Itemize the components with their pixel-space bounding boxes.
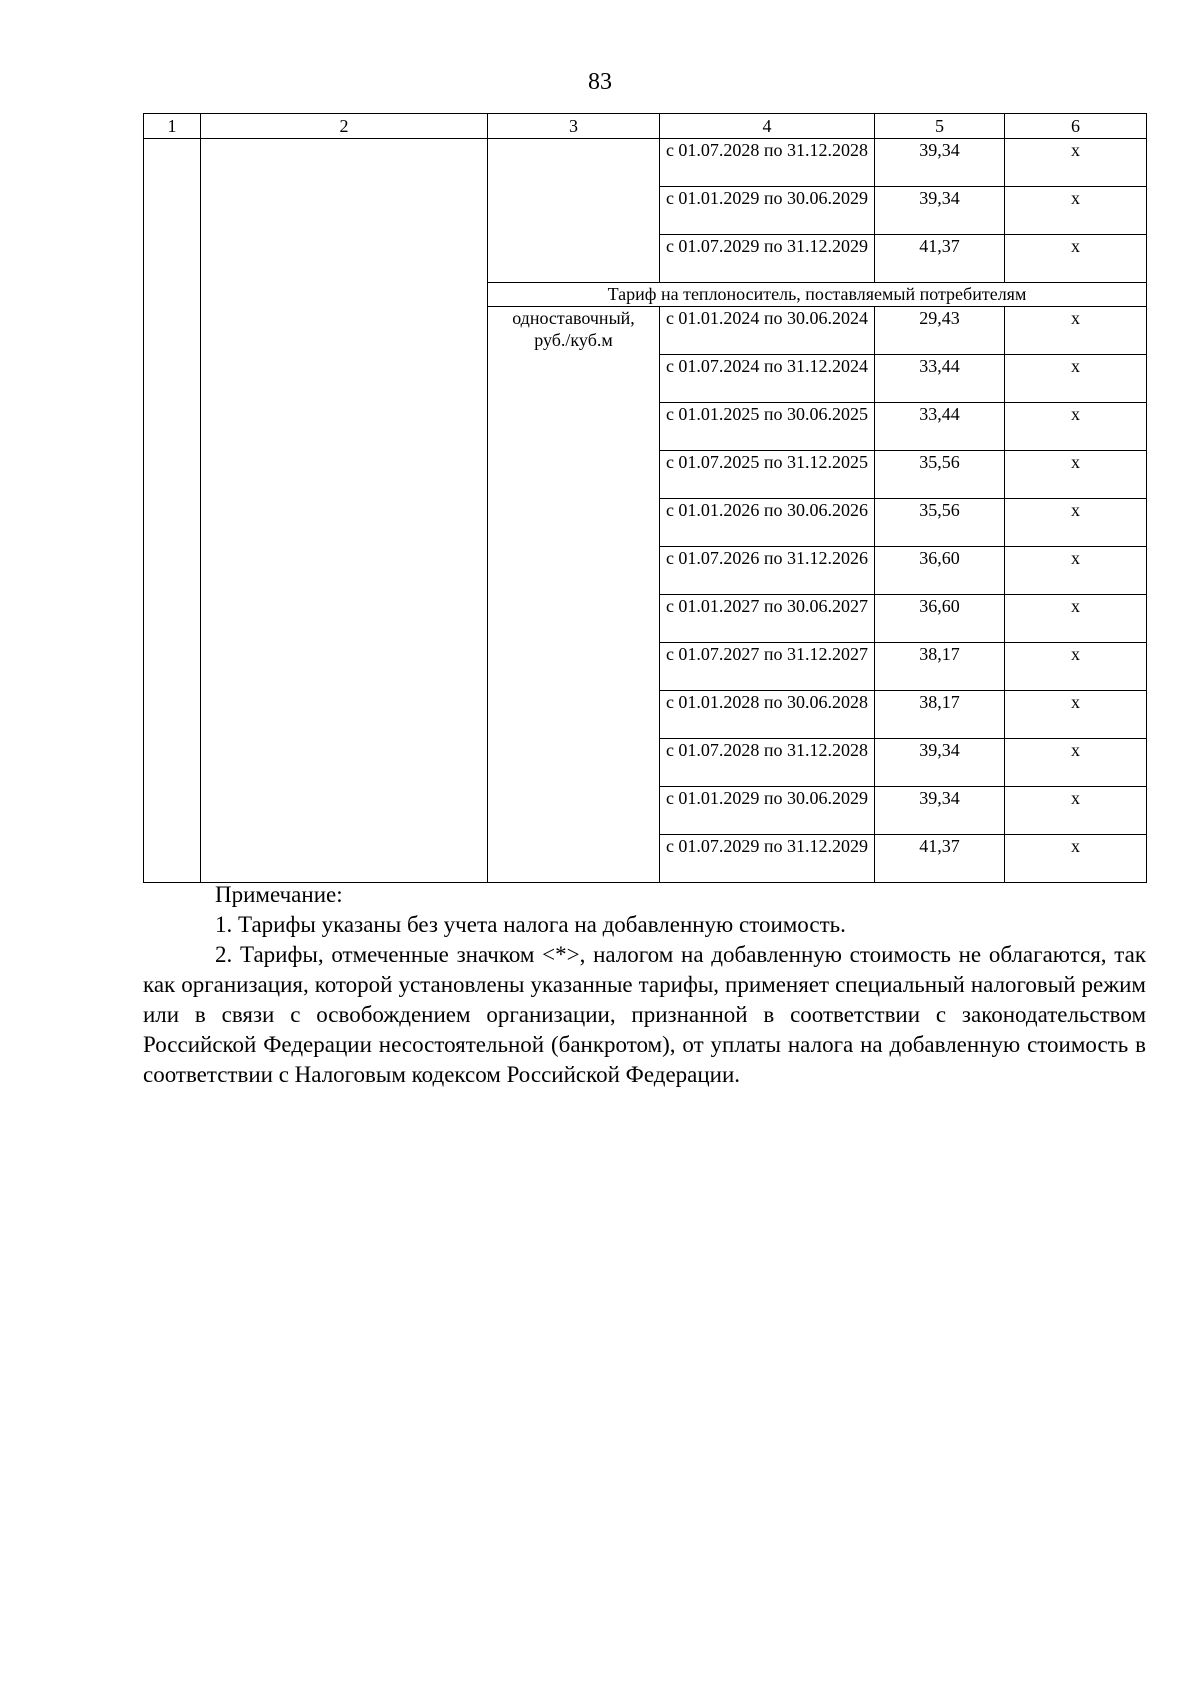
value-cell: 36,60 [875,547,1005,595]
period-cell: с 01.07.2024 по 31.12.2024 [660,355,875,403]
notes-title: Примечание: [215,882,343,907]
cell-col3 [488,139,660,283]
section-title: Тариф на теплоноситель, поставляемый потребителям [488,283,1147,307]
mark-cell: x [1005,139,1147,187]
mark-cell: x [1005,787,1147,835]
mark-cell: x [1005,739,1147,787]
period-cell: с 01.01.2025 по 30.06.2025 [660,403,875,451]
column-header: 4 [660,114,875,139]
value-cell: 39,34 [875,739,1005,787]
column-header: 1 [144,114,201,139]
period-cell: с 01.01.2027 по 30.06.2027 [660,595,875,643]
mark-cell: x [1005,187,1147,235]
column-header: 3 [488,114,660,139]
note-item-2: 2. Тарифы, отмеченные значком <*>, налогом на добавленную стоимость не облагаются, так как организация, которой установлены указанные тарифы, применяет специальный налоговый режим или в связи с освобождением организации, признанной в соответствии с законодательством Российской Федерации несостоятельной (банкротом), от уплаты налога на добавленную стоимость в соответствии с Налоговым кодексом Российской Федерации. [143,942,1146,1087]
value-cell: 39,34 [875,139,1005,187]
value-cell: 39,34 [875,187,1005,235]
mark-cell: x [1005,307,1147,355]
period-cell: с 01.07.2028 по 31.12.2028 [660,139,875,187]
mark-cell: x [1005,235,1147,283]
column-number-row [144,114,1147,139]
mark-cell: x [1005,643,1147,691]
value-cell: 35,56 [875,451,1005,499]
mark-cell: x [1005,499,1147,547]
value-cell: 33,44 [875,403,1005,451]
period-cell: с 01.07.2029 по 31.12.2029 [660,235,875,283]
value-cell: 38,17 [875,643,1005,691]
table-row [144,139,1147,187]
period-cell: с 01.01.2026 по 30.06.2026 [660,499,875,547]
value-cell: 33,44 [875,355,1005,403]
period-cell: с 01.07.2029 по 31.12.2029 [660,835,875,883]
period-cell: с 01.07.2027 по 31.12.2027 [660,643,875,691]
period-cell: с 01.01.2029 по 30.06.2029 [660,187,875,235]
mark-cell: x [1005,547,1147,595]
value-cell: 41,37 [875,235,1005,283]
value-cell: 35,56 [875,499,1005,547]
mark-cell: x [1005,595,1147,643]
page-number: 83 [588,69,612,95]
tariff-type-cell: одноставочный, руб./куб.м [488,307,660,883]
value-cell: 36,60 [875,595,1005,643]
mark-cell: x [1005,835,1147,883]
tariff-table [143,113,1147,883]
period-cell: с 01.07.2028 по 31.12.2028 [660,739,875,787]
value-cell: 38,17 [875,691,1005,739]
period-cell: с 01.01.2029 по 30.06.2029 [660,787,875,835]
period-cell: с 01.07.2026 по 31.12.2026 [660,547,875,595]
column-header: 6 [1005,114,1147,139]
cell-col1 [144,139,201,883]
value-cell: 29,43 [875,307,1005,355]
cell-col2 [201,139,488,883]
notes-section [143,880,1146,1090]
note-item-1: 1. Тарифы указаны без учета налога на добавленную стоимость. [215,912,846,937]
column-header: 5 [875,114,1005,139]
mark-cell: x [1005,451,1147,499]
period-cell: с 01.07.2025 по 31.12.2025 [660,451,875,499]
value-cell: 41,37 [875,835,1005,883]
mark-cell: x [1005,691,1147,739]
column-header: 2 [201,114,488,139]
period-cell: с 01.01.2024 по 30.06.2024 [660,307,875,355]
value-cell: 39,34 [875,787,1005,835]
mark-cell: x [1005,355,1147,403]
period-cell: с 01.01.2028 по 30.06.2028 [660,691,875,739]
mark-cell: x [1005,403,1147,451]
